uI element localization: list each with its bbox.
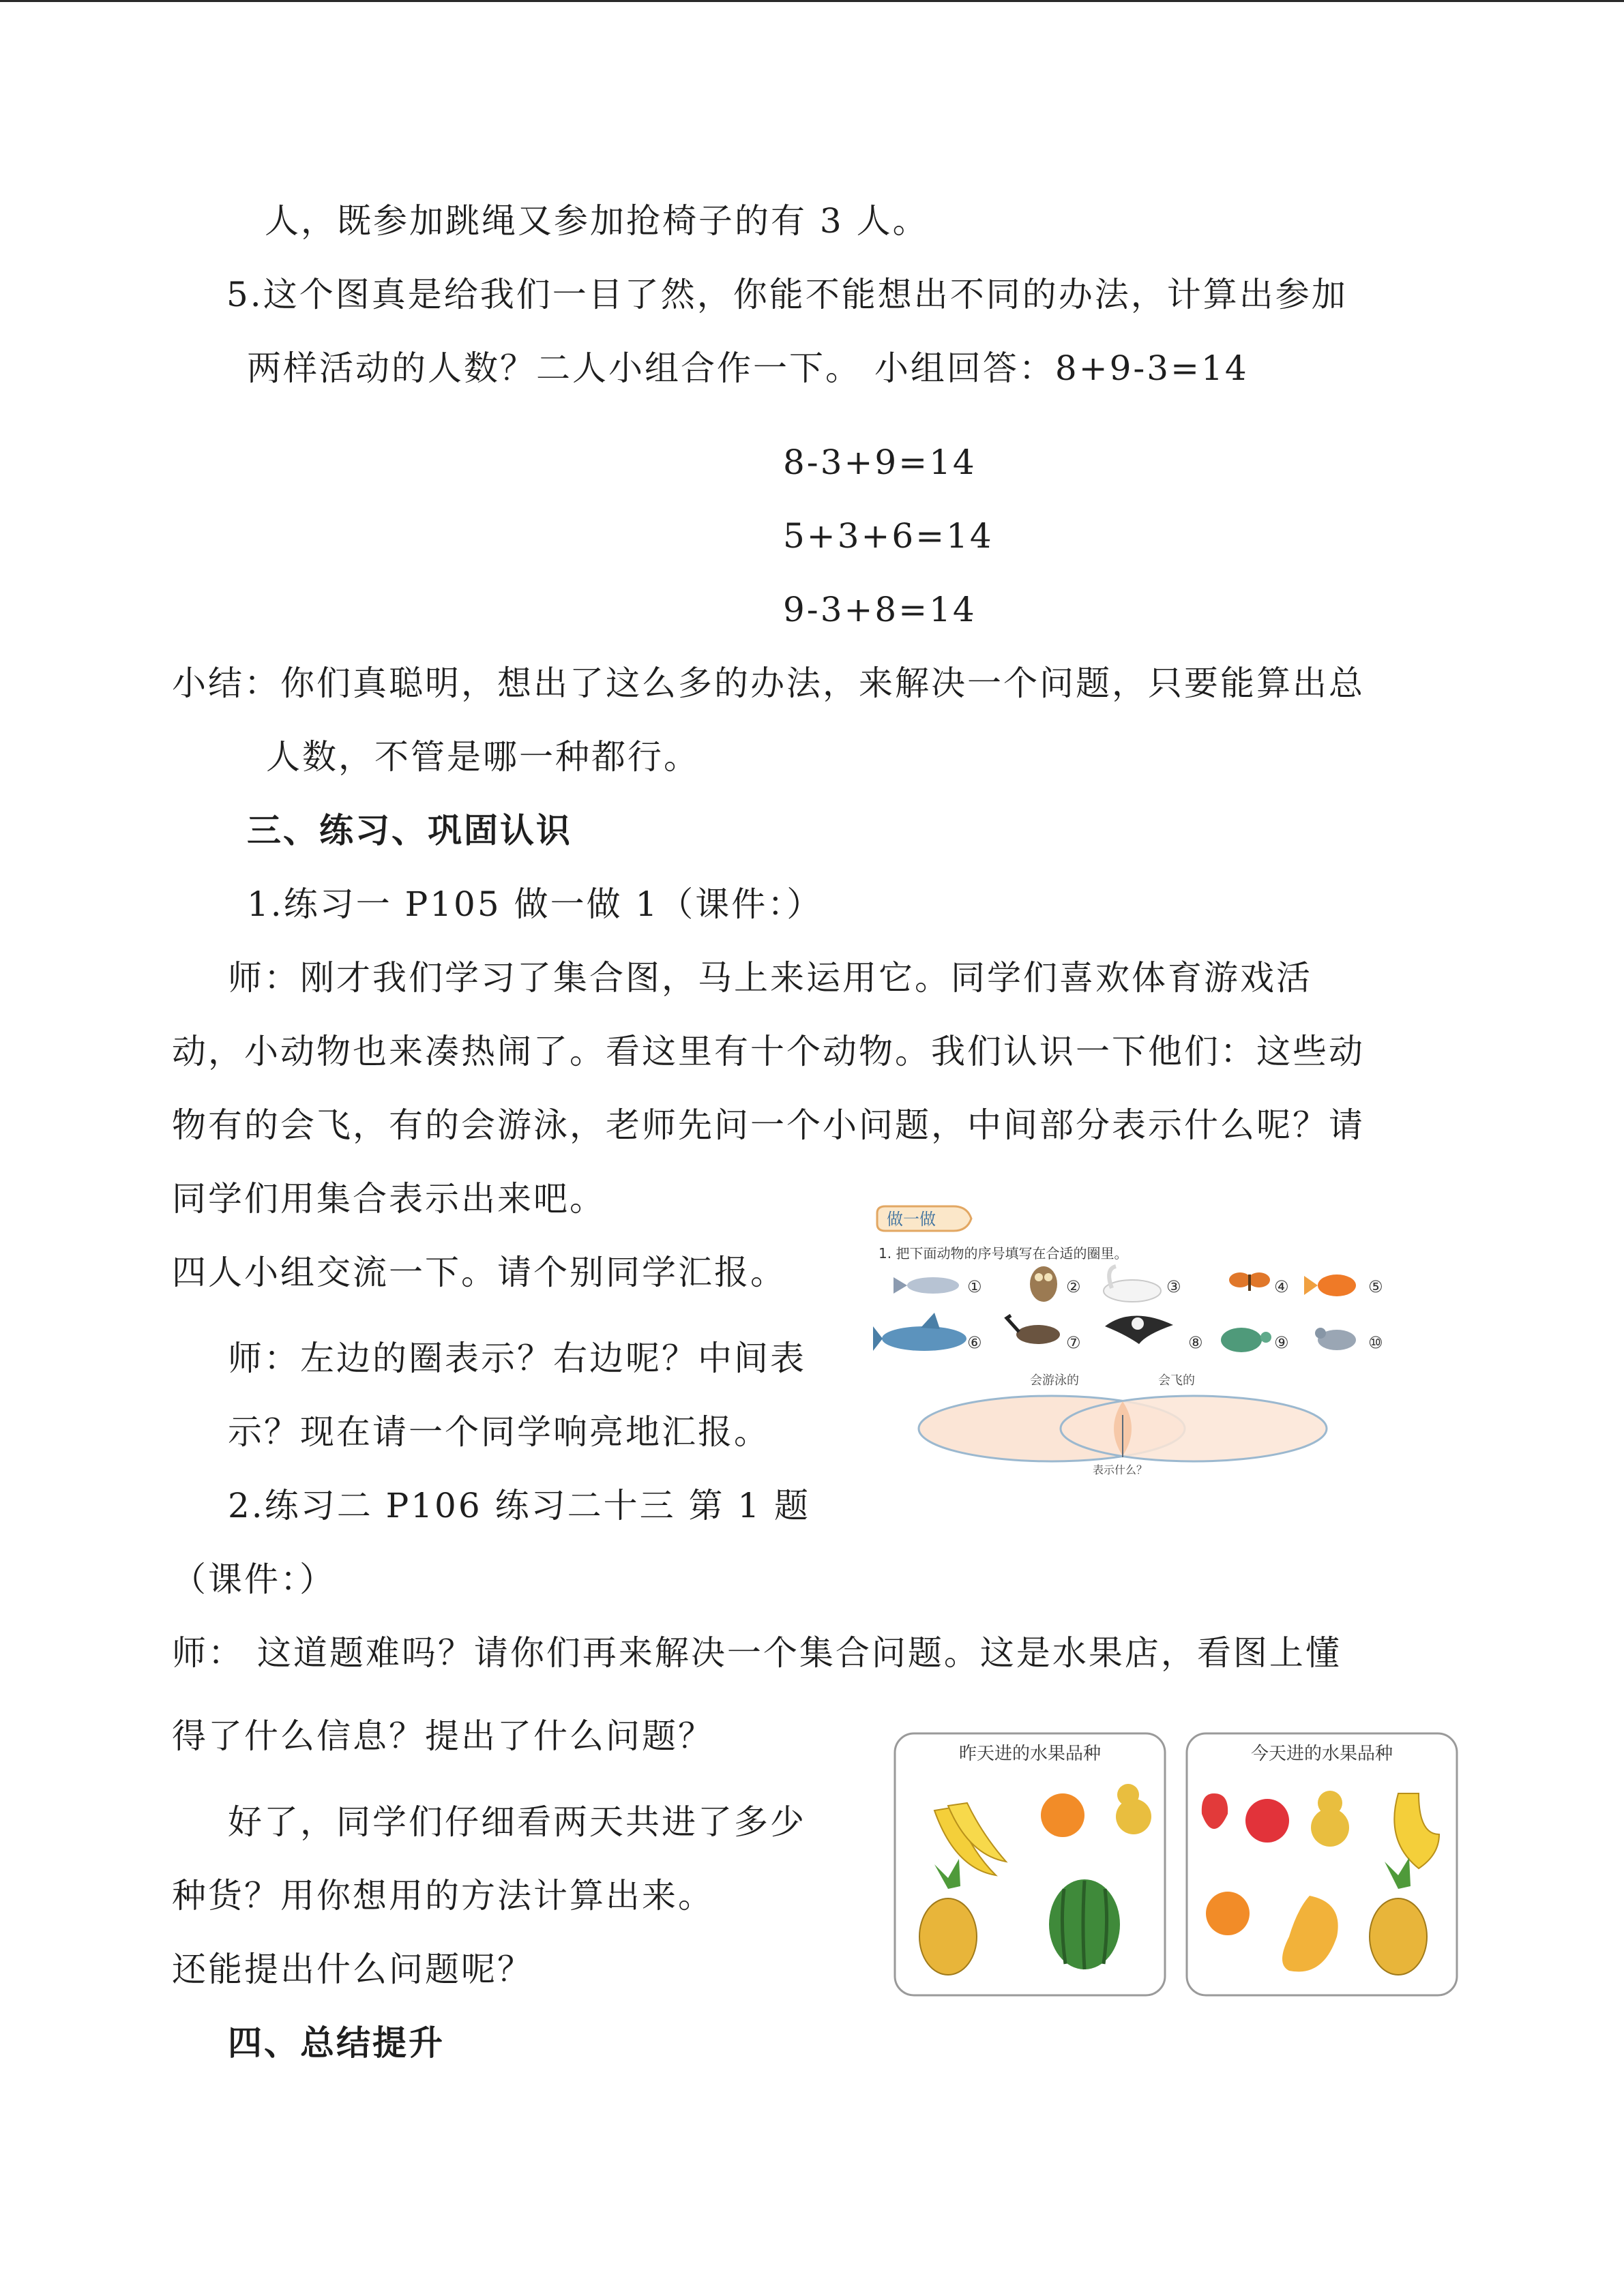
right-set-label: 会飞的 [1158,1373,1195,1388]
orange-icon [1206,1892,1250,1935]
text-line: 种货？用你想用的方法计算出来。 [172,1876,714,1915]
fruit-sets-figure [894,1732,1460,1998]
section-heading: 四、总结提升 [228,2023,445,2063]
text-line: （课件：） [172,1560,336,1599]
text-line: 四人小组交流一下。请个别同学汇报。 [172,1253,786,1292]
text-line: 两样活动的人数？二人小组合作一下。 小组回答：8+9-3=14 [247,348,1249,388]
today-title: 今天进的水果品种 [1250,1744,1393,1764]
summary-line: 人数，不管是哪一种都行。 [266,737,700,777]
pigeon-icon [1315,1328,1356,1350]
turtle-icon [1221,1328,1271,1352]
animal-venn-figure [873,1204,1405,1476]
venn-diagram [919,1396,1327,1461]
text-line: 物有的会飞，有的会游泳，老师先问一个小问题，中间部分表示什么呢？请 [172,1105,1365,1145]
page-top-border [0,0,1624,2]
text-line: 同学们用集合表示出来吧。 [172,1179,606,1219]
badge-label: 做一做 [887,1210,936,1229]
exercise-title: 2.练习二 P106 练习二十三 第 1 题 [228,1486,811,1525]
animal-number: ⑧ [1188,1333,1203,1352]
text-line: 好了，同学们仔细看两天共进了多少 [228,1802,806,1842]
equation: 5+3+6=14 [783,516,994,556]
text-line: 人，既参加跳绳又参加抢椅子的有 3 人。 [265,201,929,241]
equation: 8-3+9=14 [783,443,977,482]
animal-number: ② [1066,1277,1081,1296]
yesterday-title: 昨天进的水果品种 [958,1744,1102,1764]
left-set-label: 会游泳的 [1030,1373,1079,1388]
summary-line: 小结：你们真聪明，想出了这么多的办法，来解决一个问题，只要能算出总 [172,664,1365,703]
text-line: 师： 这道题难吗？请你们再来解决一个集合问题。这是水果店，看图上懂 [172,1633,1342,1673]
text-line: 得了什么信息？提出了什么问题？ [172,1716,714,1756]
do-it-badge [877,1206,971,1231]
yesterday-fruit-panel [895,1733,1165,1995]
text-line: 还能提出什么问题呢？ [172,1950,533,1989]
intersection-question: 表示什么？ [1093,1463,1148,1476]
watermelon-icon [1049,1879,1120,1969]
text-line: 示？现在请一个同学响亮地汇报。 [228,1412,770,1452]
eagle-icon [1105,1315,1173,1344]
animal-number: ⑤ [1368,1277,1383,1296]
text-line: 师：刚才我们学习了集合图，马上来运用它。同学们喜欢体育游戏活 [228,958,1312,998]
animal-number: ⑥ [967,1333,982,1352]
butterfly-icon [1229,1272,1270,1291]
section-heading: 三、练习、巩固认识 [247,810,572,850]
figure-instruction: 1. 把下面动物的序号填写在合适的圈里。 [879,1245,1128,1262]
shark-icon [873,1313,966,1351]
swan-icon [1104,1266,1161,1302]
animal-number: ⑨ [1274,1333,1289,1352]
owl-icon [1030,1266,1057,1302]
goose-icon [1007,1315,1060,1344]
orange-icon [1041,1793,1084,1837]
animal-number: ⑦ [1066,1333,1081,1352]
fish-icon [894,1277,959,1294]
animal-number: ③ [1166,1277,1181,1296]
text-line: 动，小动物也来凑热闹了。看这里有十个动物。我们认识一下他们：这些动 [172,1032,1365,1071]
today-fruit-panel [1187,1733,1457,1995]
goldfish-icon [1304,1274,1356,1296]
animal-number: ① [967,1277,982,1296]
text-line: 5.这个图真是给我们一目了然，你能不能想出不同的办法，计算出参加 [226,275,1348,314]
exercise-title: 1.练习一 P105 做一做 1（课件：） [247,884,823,924]
equation: 9-3+8=14 [783,590,977,629]
apple-icon [1245,1799,1289,1843]
animal-number: ④ [1274,1277,1289,1296]
text-line: 师：左边的圈表示？右边呢？中间表 [228,1339,806,1378]
animal-number: ⑩ [1368,1333,1383,1352]
